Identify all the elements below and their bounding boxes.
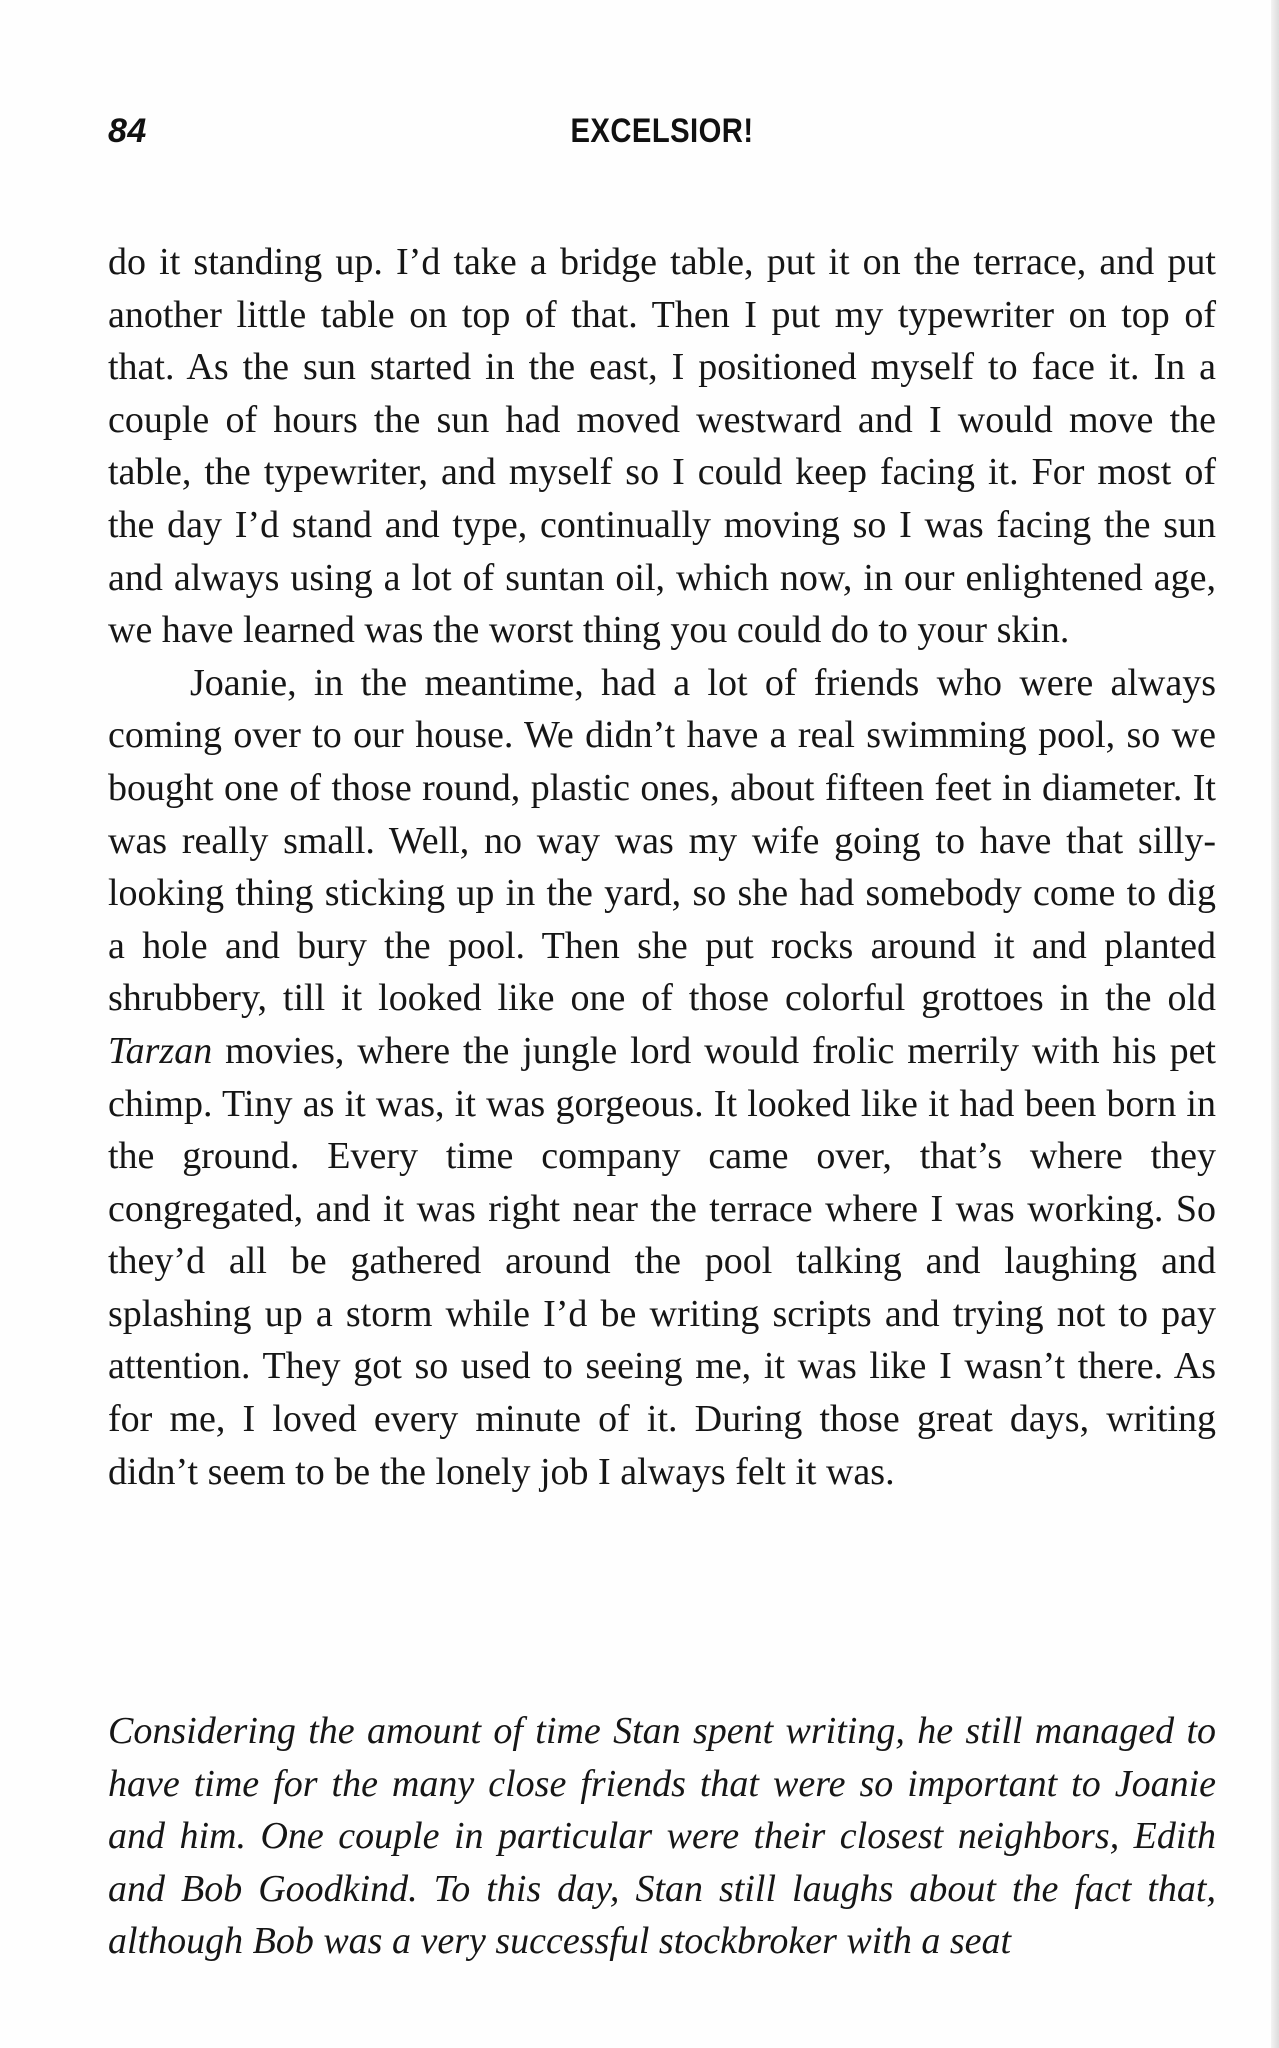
interlude-paragraph: Considering the amount of time Stan spent writing, he still managed to have time for the many close friends that were so important to Joanie and him. One couple in particular were their closest neighbors, Edith and Bob Goodkind. To this day, Stan still laughs about the fact that, although Bob was a very successful stockbroker with a seat bbox=[108, 1710, 1216, 1963]
page-header bbox=[108, 112, 1216, 162]
body-text bbox=[108, 236, 1216, 1498]
page-edge-shadow bbox=[1271, 0, 1279, 2048]
tarzan-title: Tarzan bbox=[108, 1029, 213, 1072]
paragraph-2-part-1: Joanie, in the meantime, had a lot of friends who were always coming over to our house. We didn’t have a real swimming pool, so we bought one of those round, plastic ones, about fifteen feet in diameter. It was really small. Well, no way was my wife going to have that silly-looking thing sticking up in the yard, so she had somebody come to dig a hole and bury the pool. Then she put rocks around it and planted shrubbery, till it looked like one of those colorful grottoes in the old bbox=[108, 661, 1216, 1020]
paragraph-2 bbox=[108, 657, 1216, 1499]
paragraph-2-part-2: movies, where the jungle lord would frolic merrily with his pet chimp. Tiny as it was, it was gorgeous. It looked like it had been born in the ground. Every time company came over, that’s where they congregated, and it was right near the terrace where I was working. So they’d all be gathered around the pool talking and laughing and splashing up a storm while I’d be writing scripts and trying not to pay attention. They got so used to seeing me, it was like I wasn’t there. As for me, I loved every minute of it. During those great days, writing didn’t seem to be the lonely job I always felt it was. bbox=[108, 1029, 1216, 1493]
running-title: EXCELSIOR! bbox=[570, 112, 754, 150]
italic-interlude bbox=[108, 1705, 1216, 1968]
paragraph-1: do it standing up. I’d take a bridge table, put it on the terrace, and put another little table on top of that. Then I put my typewriter on top of that. As the sun started in the east, I positioned myself to face it. In a couple of hours the sun had moved westward and I would move the table, the typewriter, and myself so I could keep facing it. For most of the day I’d stand and type, continually moving so I was facing the sun and always using a lot of suntan oil, which now, in our enlightened age, we have learned was the worst thing you could do to your skin. bbox=[108, 241, 1216, 652]
page-number: 84 bbox=[108, 112, 147, 150]
